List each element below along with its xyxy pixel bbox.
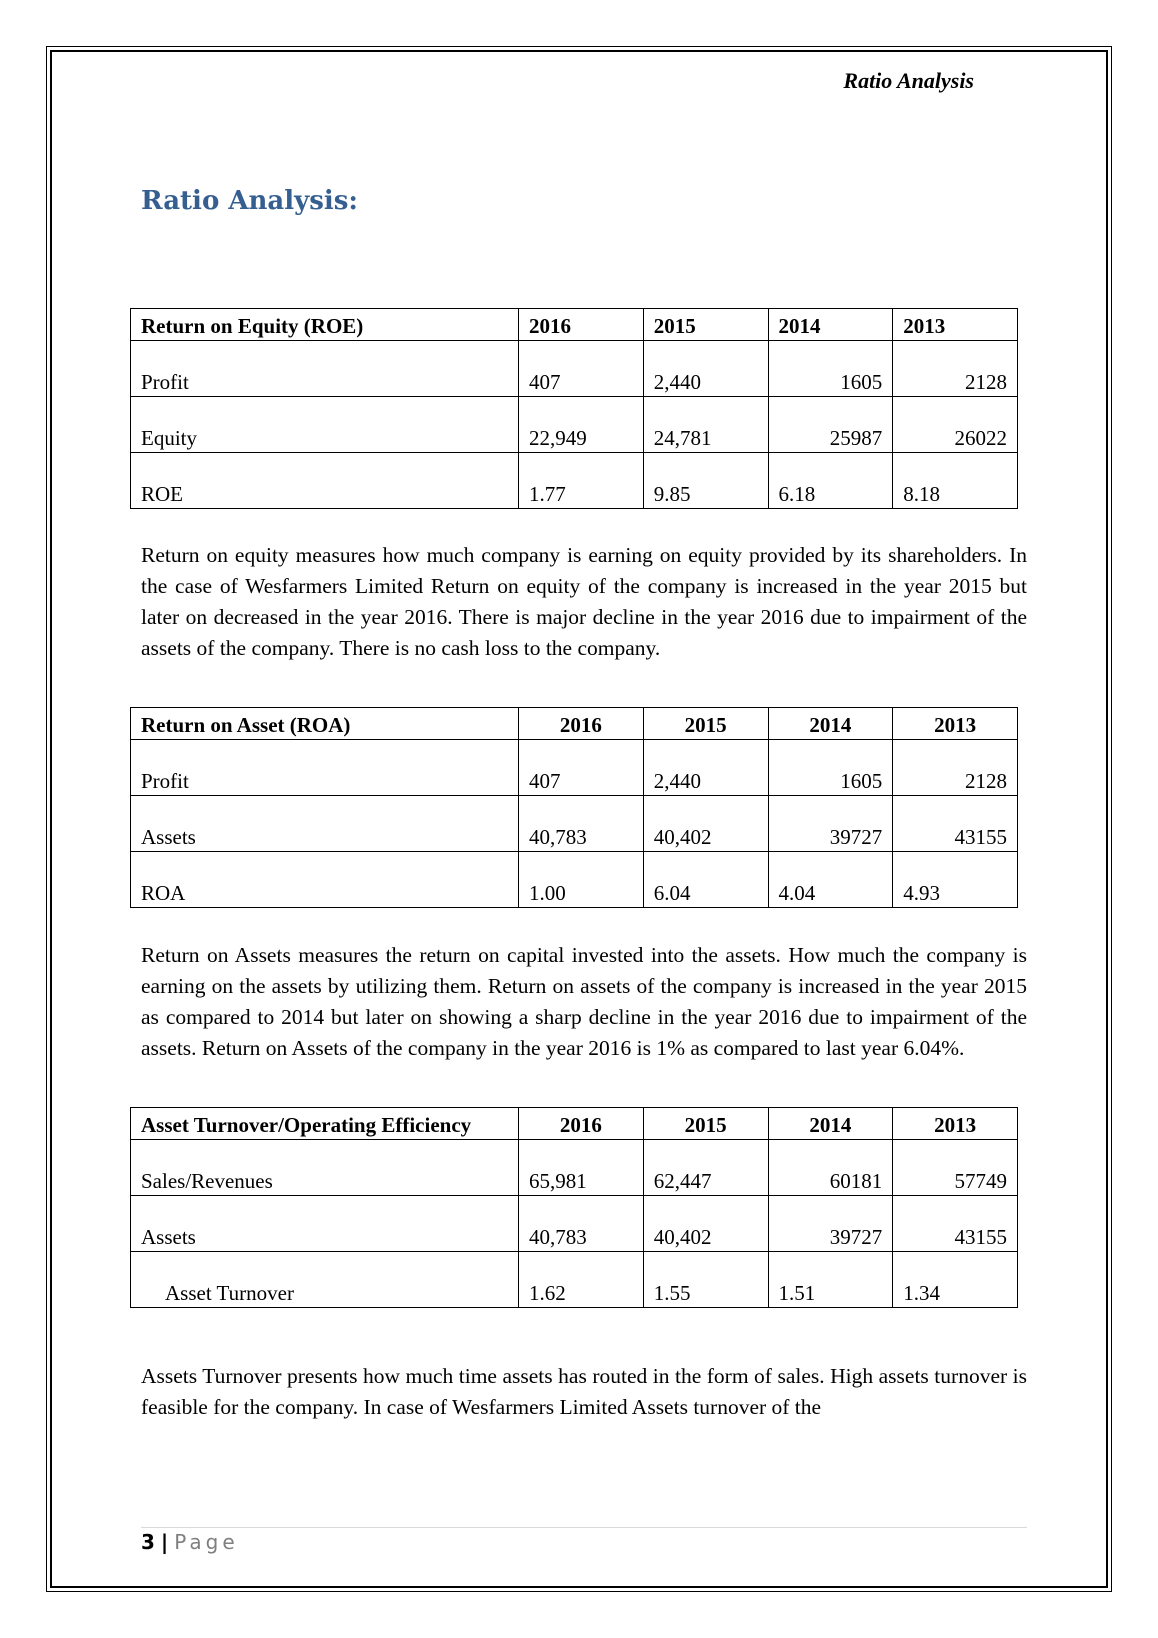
- table-cell: 24,781: [643, 397, 768, 453]
- table-header-cell: 2014: [768, 309, 893, 341]
- table-header-row: [131, 309, 1018, 341]
- table-row: [131, 1252, 1018, 1308]
- roe-table: [130, 308, 1018, 509]
- table-cell: Profit: [131, 740, 519, 796]
- table-cell: 57749: [893, 1140, 1018, 1196]
- table-cell: Equity: [131, 397, 519, 453]
- table-cell: 1.55: [643, 1252, 768, 1308]
- page-number: 3: [141, 1530, 155, 1554]
- page-footer: [141, 1530, 239, 1554]
- table-cell: 40,402: [643, 796, 768, 852]
- table-cell: Assets: [131, 796, 519, 852]
- table-row: [131, 852, 1018, 908]
- table-header-row: [131, 708, 1018, 740]
- table-cell: 6.04: [643, 852, 768, 908]
- footer-separator: |: [160, 1530, 169, 1554]
- table-header-cell: 2013: [893, 309, 1018, 341]
- table-cell: 1605: [768, 740, 893, 796]
- table-header-cell: 2015: [643, 708, 768, 740]
- roa-table: [130, 707, 1018, 908]
- footer-divider: [141, 1527, 1027, 1528]
- table-cell: Assets: [131, 1196, 519, 1252]
- table-cell: 62,447: [643, 1140, 768, 1196]
- table-header-cell: 2016: [519, 309, 644, 341]
- page-label: Page: [174, 1530, 239, 1554]
- table-header-cell: 2015: [643, 1108, 768, 1140]
- table-cell: 40,783: [519, 1196, 644, 1252]
- table-cell: 40,402: [643, 1196, 768, 1252]
- table-cell: 1605: [768, 341, 893, 397]
- table-cell: Profit: [131, 341, 519, 397]
- table-cell: 43155: [893, 796, 1018, 852]
- asset-turnover-paragraph: Assets Turnover presents how much time assets has routed in the form of sales. High assets turnover is feasible for the company. In case of Wesfarmers Limited Assets turnover of the: [141, 1364, 1027, 1419]
- table-header-cell: 2015: [643, 309, 768, 341]
- table-cell: 407: [519, 740, 644, 796]
- table-cell: Asset Turnover: [131, 1252, 519, 1308]
- table-row: [131, 1196, 1018, 1252]
- table-row: [131, 341, 1018, 397]
- table-cell: 26022: [893, 397, 1018, 453]
- table-cell: 65,981: [519, 1140, 644, 1196]
- table-cell: 8.18: [893, 453, 1018, 509]
- table-header-cell: 2016: [519, 1108, 644, 1140]
- table-row: [131, 796, 1018, 852]
- table-cell: 39727: [768, 796, 893, 852]
- table-cell: 25987: [768, 397, 893, 453]
- table-header-cell: 2014: [768, 1108, 893, 1140]
- table-header-cell: 2013: [893, 708, 1018, 740]
- table-header-cell: 2014: [768, 708, 893, 740]
- running-header: Ratio Analysis: [843, 68, 974, 93]
- table-cell: 40,783: [519, 796, 644, 852]
- table-row: [131, 740, 1018, 796]
- table-cell: 4.93: [893, 852, 1018, 908]
- table-cell: 9.85: [643, 453, 768, 509]
- table-cell: 43155: [893, 1196, 1018, 1252]
- table-cell: 2,440: [643, 740, 768, 796]
- table-header-cell: 2016: [519, 708, 644, 740]
- table-cell: ROE: [131, 453, 519, 509]
- table-header-cell: Asset Turnover/Operating Efficiency: [131, 1108, 519, 1140]
- roa-paragraph: Return on Assets measures the return on capital invested into the assets. How much the company is earning on the assets by utilizing them. Return on assets of the company is increased in the year 2015 as compared to 2014 but later on showing a sharp decline in the year 2016 due to impairment of the assets. Return on Assets of the company in the year 2016 is 1% as compared to last year 6.04%.: [141, 943, 1027, 1060]
- table-row: [131, 1140, 1018, 1196]
- table-cell: 1.51: [768, 1252, 893, 1308]
- table-cell: 1.77: [519, 453, 644, 509]
- table-header-cell: 2013: [893, 1108, 1018, 1140]
- table-header-row: [131, 1108, 1018, 1140]
- table-cell: 1.62: [519, 1252, 644, 1308]
- table-row: [131, 397, 1018, 453]
- table-cell: 2128: [893, 740, 1018, 796]
- table-cell: 22,949: [519, 397, 644, 453]
- table-cell: ROA: [131, 852, 519, 908]
- table-cell: 39727: [768, 1196, 893, 1252]
- table-header-cell: Return on Asset (ROA): [131, 708, 519, 740]
- table-header-cell: Return on Equity (ROE): [131, 309, 519, 341]
- table-cell: 1.00: [519, 852, 644, 908]
- page-title: Ratio Analysis:: [141, 186, 358, 216]
- table-cell: 4.04: [768, 852, 893, 908]
- table-cell: 1.34: [893, 1252, 1018, 1308]
- table-cell: 2,440: [643, 341, 768, 397]
- table-cell: 407: [519, 341, 644, 397]
- table-cell: 6.18: [768, 453, 893, 509]
- table-row: [131, 453, 1018, 509]
- table-cell: Sales/Revenues: [131, 1140, 519, 1196]
- asset-turnover-table: [130, 1107, 1018, 1308]
- table-cell: 2128: [893, 341, 1018, 397]
- table-cell: 60181: [768, 1140, 893, 1196]
- roe-paragraph: Return on equity measures how much company is earning on equity provided by its shareholders. In the case of Wesfarmers Limited Return on equity of the company is increased in the year 2015 but later on decreased in the year 2016. There is major decline in the year 2016 due to impairment of the assets of the company. There is no cash loss to the company.: [141, 543, 1027, 660]
